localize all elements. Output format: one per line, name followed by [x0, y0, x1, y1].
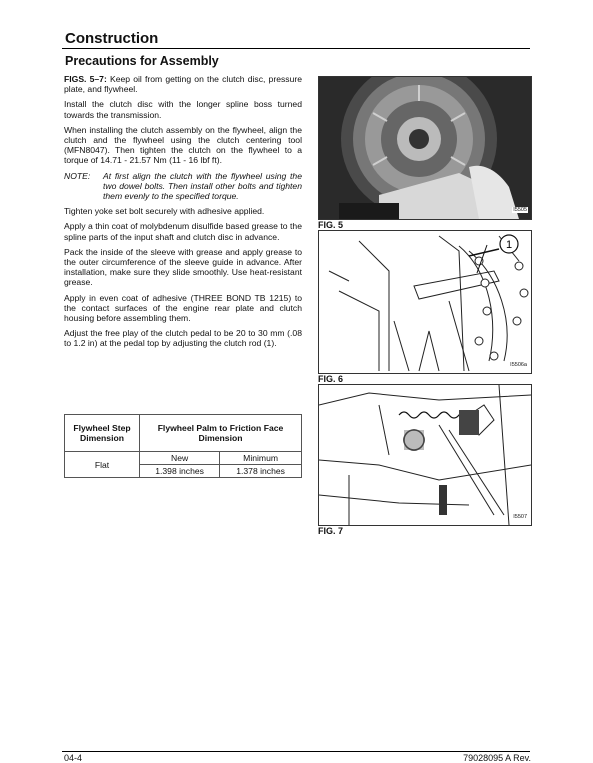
- figure-7-label: FIG. 7: [318, 526, 344, 536]
- table-header-step: Flywheel Step Dimension: [65, 415, 140, 452]
- paragraph-adhesive: Apply in even coat of adhesive (THREE BOND TB 1215) to the contact surfaces of the engine rear plate and clutch housing before assembling them.: [64, 292, 302, 324]
- table-subheader-new: New: [140, 452, 220, 465]
- paragraph-installing: When installing the clutch assembly on the flywheel, align the clutch and the flywheel using the clutch centering tool (MFN8047). Then tighten the clutch on the flywheel to a torque of 14.71 - 21.57 Nm (11 - 16 lbf ft).: [64, 124, 302, 166]
- section-title: Precautions for Assembly: [65, 54, 219, 68]
- paragraph-grease-spline: Apply a thin coat of molybdenum disulfide based grease to the spline parts of the input shaft and clutch disc in advance.: [64, 221, 302, 242]
- figure-reference: FIGS. 5–7:: [64, 74, 107, 84]
- paragraph-figs-text: Keep oil from getting on the clutch disc, pressure plate, and flywheel.: [64, 74, 302, 95]
- figure-6-label: FIG. 6: [318, 374, 344, 384]
- header-rule: [62, 48, 530, 49]
- paragraph-sleeve: Pack the inside of the sleeve with grease and apply grease to the outer circumference of the sleeve guide in advance. After installation, make sure they slide smoothly. Use heat-resistant grease.: [64, 246, 302, 288]
- flywheel-dimension-table: [64, 414, 302, 478]
- note-text: At first align the clutch with the flywheel using the two dowel bolts. Then install other bolts and tighten them evenly to the specified torque.: [103, 170, 302, 202]
- table-row: [65, 452, 302, 465]
- figure-5-label: FIG. 5: [318, 220, 344, 230]
- clutch-spring-drawing: [319, 385, 531, 525]
- table-cell-min-value: 1.378 inches: [220, 465, 302, 478]
- figure-6-code: I5506a: [510, 362, 527, 368]
- note: [64, 171, 302, 202]
- table-header-row: [65, 415, 302, 452]
- table-cell-new-value: 1.398 inches: [140, 465, 220, 478]
- table-subheader-min: Minimum: [220, 452, 302, 465]
- paragraph-figs: [64, 74, 302, 94]
- figure-5-code: I5505: [513, 207, 527, 213]
- clutch-rod-drawing: [319, 231, 531, 373]
- figure-6-callout: 1: [505, 239, 513, 251]
- footer-page-number: 04-4: [64, 753, 83, 763]
- table-cell-flat: Flat: [65, 452, 140, 478]
- figure-7-code: I5507: [513, 514, 527, 520]
- paragraph-yoke: Tighten yoke set bolt securely with adhesive applied.: [64, 206, 265, 217]
- paragraph-clutch-disc: Install the clutch disc with the longer spline boss turned towards the transmission.: [64, 99, 302, 120]
- figure-5-image: [318, 76, 532, 220]
- page-header-title: Construction: [65, 30, 159, 47]
- clutch-photo-illustration: [319, 77, 531, 219]
- figure-7-image: [318, 384, 532, 526]
- body-text-column: [64, 74, 302, 354]
- figure-6-image: [318, 230, 532, 374]
- table-header-palm: Flywheel Palm to Friction Face Dimension: [140, 415, 302, 452]
- footer-rule: [62, 751, 530, 752]
- footer-document-number: 79028095 A Rev.: [463, 753, 531, 763]
- note-label: NOTE:: [64, 170, 91, 181]
- paragraph-free-play: Adjust the free play of the clutch pedal to be 20 to 30 mm (.08 to 1.2 in) at the pedal top by adjusting the clutch rod (1).: [64, 328, 302, 349]
